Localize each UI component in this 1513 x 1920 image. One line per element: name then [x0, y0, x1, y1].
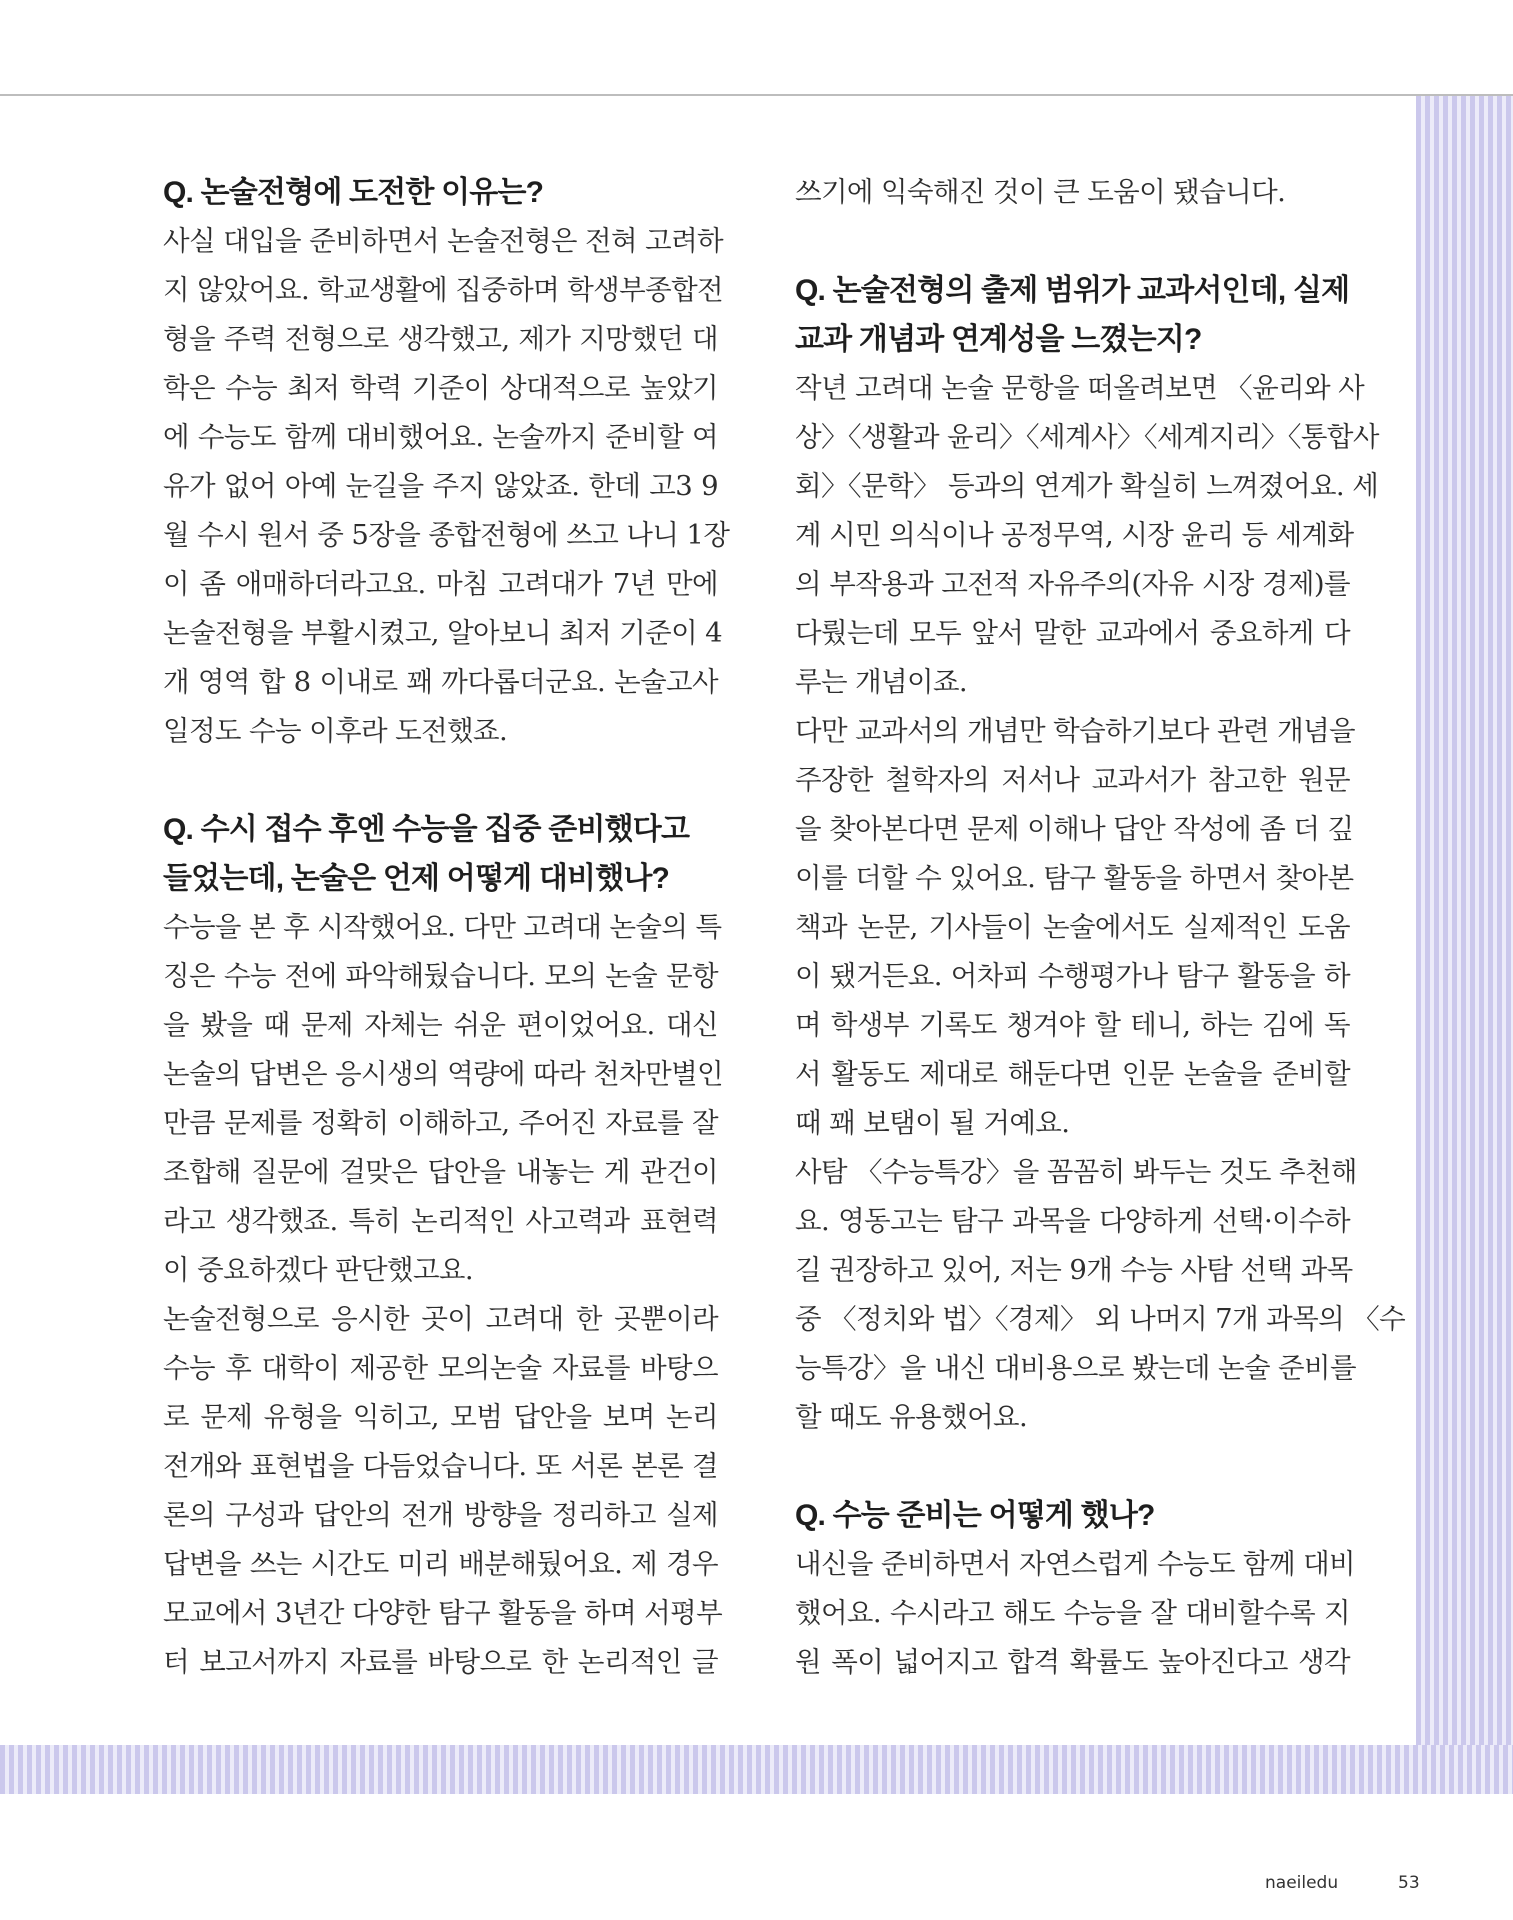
- left-column: [163, 168, 730, 1687]
- text-line: 로 문제 유형을 익히고, 모범 답안을 보며 논리: [163, 1401, 718, 1433]
- text-line: 며 학생부 기록도 챙겨야 할 테니, 하는 김에 독: [795, 1009, 1350, 1041]
- text-line: 의 부작용과 고전적 자유주의(자유 시장 경제)를: [795, 568, 1350, 600]
- question-line: Q. 수능 준비는 어떻게 했나?: [795, 1499, 1155, 1532]
- answer-paragraph: [163, 1295, 723, 1687]
- text-line: 작년 고려대 논술 문항을 떠올려보면 〈윤리와 사: [795, 372, 1365, 404]
- text-line: 만큼 문제를 정확히 이해하고, 주어진 자료를 잘: [163, 1107, 718, 1139]
- right-column: [795, 168, 1406, 1687]
- text-line: 책과 논문, 기사들이 논술에서도 실제적인 도움: [795, 911, 1350, 943]
- answer-paragraph: [795, 364, 1379, 707]
- text-line: 다만 교과서의 개념만 학습하기보다 관련 개념을: [795, 715, 1356, 747]
- answer-paragraph: [795, 168, 1350, 217]
- text-line: 회〉〈문학〉 등과의 연계가 확실히 느껴졌어요. 세: [795, 470, 1379, 502]
- text-line: 다뤘는데 모두 앞서 말한 교과에서 중요하게 다: [795, 617, 1350, 649]
- question-line: 교과 개념과 연계성을 느꼈는지?: [795, 323, 1202, 356]
- text-line: 형을 주력 전형으로 생각했고, 제가 지망했던 대: [163, 323, 718, 355]
- text-line: 길 권장하고 있어, 저는 9개 수능 사탐 선택 과목: [795, 1254, 1353, 1286]
- answer-paragraph: [795, 1540, 1356, 1687]
- text-line: 터 보고서까지 자료를 바탕으로 한 논리적인 글: [163, 1646, 718, 1678]
- text-line: 사실 대입을 준비하면서 논술전형은 전혀 고려하: [163, 225, 724, 257]
- section-gap: [795, 1442, 1350, 1491]
- text-line: 했어요. 수시라고 해도 수능을 잘 대비할수록 지: [795, 1597, 1350, 1629]
- question-heading: [163, 805, 718, 903]
- text-line: 수능을 본 후 시작했어요. 다만 고려대 논술의 특: [163, 911, 722, 943]
- text-line: 지 않았어요. 학교생활에 집중하며 학생부종합전: [163, 274, 724, 306]
- text-line: 상〉〈생활과 윤리〉〈세계사〉〈세계지리〉〈통합사: [795, 421, 1379, 453]
- question-line: Q. 수시 접수 후엔 수능을 집중 준비했다고: [163, 813, 690, 846]
- question-heading: [795, 1491, 1350, 1540]
- text-line: 주장한 철학자의 저서나 교과서가 참고한 원문: [795, 764, 1350, 796]
- text-line: 이 중요하겠다 판단했고요.: [163, 1254, 474, 1286]
- answer-paragraph: [795, 1148, 1406, 1442]
- text-line: 수능 후 대학이 제공한 모의논술 자료를 바탕으: [163, 1352, 718, 1384]
- text-line: 쓰기에 익숙해진 것이 큰 도움이 됐습니다.: [795, 176, 1286, 208]
- text-line: 사탐 〈수능특강〉을 꼼꼼히 봐두는 것도 추천해: [795, 1156, 1357, 1188]
- text-line: 을 찾아본다면 문제 이해나 답안 작성에 좀 더 깊: [795, 813, 1354, 845]
- text-line: 이를 더할 수 있어요. 탐구 활동을 하면서 찾아본: [795, 862, 1354, 894]
- bottom-stripe-band: [0, 1745, 1513, 1794]
- text-line: 일정도 수능 이후라 도전했죠.: [163, 715, 508, 747]
- answer-paragraph: [163, 903, 724, 1295]
- text-line: 전개와 표현법을 다듬었습니다. 또 서론 본론 결: [163, 1450, 718, 1482]
- text-line: 때 꽤 보탬이 될 거예요.: [795, 1107, 1070, 1139]
- text-line: 개 영역 합 8 이내로 꽤 까다롭더군요. 논술고사: [163, 666, 718, 698]
- question-line: Q. 논술전형에 도전한 이유는?: [163, 176, 544, 209]
- answer-paragraph: [795, 707, 1356, 1148]
- text-line: 논술전형을 부활시켰고, 알아보니 최저 기준이 4: [163, 617, 723, 649]
- text-line: 할 때도 유용했어요.: [795, 1401, 1028, 1433]
- text-line: 이 좀 애매하더라고요. 마침 고려대가 7년 만에: [163, 568, 718, 600]
- text-line: 내신을 준비하면서 자연스럽게 수능도 함께 대비: [795, 1548, 1356, 1580]
- text-line: 월 수시 원서 중 5장을 종합전형에 쓰고 나니 1장: [163, 519, 730, 551]
- text-line: 이 됐거든요. 어차피 수행평가나 탐구 활동을 하: [795, 960, 1350, 992]
- text-line: 논술전형으로 응시한 곳이 고려대 한 곳뿐이라: [163, 1303, 718, 1335]
- right-stripe-band: [1416, 96, 1513, 1794]
- text-line: 학은 수능 최저 학력 기준이 상대적으로 높았기: [163, 372, 718, 404]
- question-line: 들었는데, 논술은 언제 어떻게 대비했나?: [163, 862, 670, 895]
- text-line: 논술의 답변은 응시생의 역량에 따라 천차만별인: [163, 1058, 724, 1090]
- text-line: 징은 수능 전에 파악해뒀습니다. 모의 논술 문항: [163, 960, 718, 992]
- question-line: Q. 논술전형의 출제 범위가 교과서인데, 실제: [795, 274, 1350, 307]
- section-gap: [163, 756, 718, 805]
- text-line: 요. 영동고는 탐구 과목을 다양하게 선택·이수하: [795, 1205, 1350, 1237]
- text-line: 원 폭이 넓어지고 합격 확률도 높아진다고 생각: [795, 1646, 1350, 1678]
- question-heading: [163, 168, 718, 217]
- text-line: 라고 생각했죠. 특히 논리적인 사고력과 표현력: [163, 1205, 718, 1237]
- text-line: 답변을 쓰는 시간도 미리 배분해뒀어요. 제 경우: [163, 1548, 718, 1580]
- text-line: 능특강〉을 내신 대비용으로 봤는데 논술 준비를: [795, 1352, 1356, 1384]
- text-line: 모교에서 3년간 다양한 탐구 활동을 하며 서평부: [163, 1597, 723, 1629]
- section-gap: [795, 217, 1350, 266]
- text-line: 서 활동도 제대로 해둔다면 인문 논술을 준비할: [795, 1058, 1350, 1090]
- answer-paragraph: [163, 217, 730, 756]
- text-line: 중 〈정치와 법〉〈경제〉 외 나머지 7개 과목의 〈수: [795, 1303, 1406, 1335]
- text-line: 루는 개념이죠.: [795, 666, 968, 698]
- footer-brand: naeiledu: [1265, 1873, 1339, 1893]
- text-line: 유가 없어 아예 눈길을 주지 않았죠. 한데 고3 9: [163, 470, 718, 502]
- question-heading: [795, 266, 1350, 364]
- text-line: 계 시민 의식이나 공정무역, 시장 윤리 등 세계화: [795, 519, 1354, 551]
- text-line: 에 수능도 함께 대비했어요. 논술까지 준비할 여: [163, 421, 718, 453]
- text-line: 론의 구성과 답안의 전개 방향을 정리하고 실제: [163, 1499, 718, 1531]
- text-line: 을 봤을 때 문제 자체는 쉬운 편이었어요. 대신: [163, 1009, 718, 1041]
- page-number: 53: [1398, 1873, 1420, 1893]
- text-line: 조합해 질문에 걸맞은 답안을 내놓는 게 관건이: [163, 1156, 718, 1188]
